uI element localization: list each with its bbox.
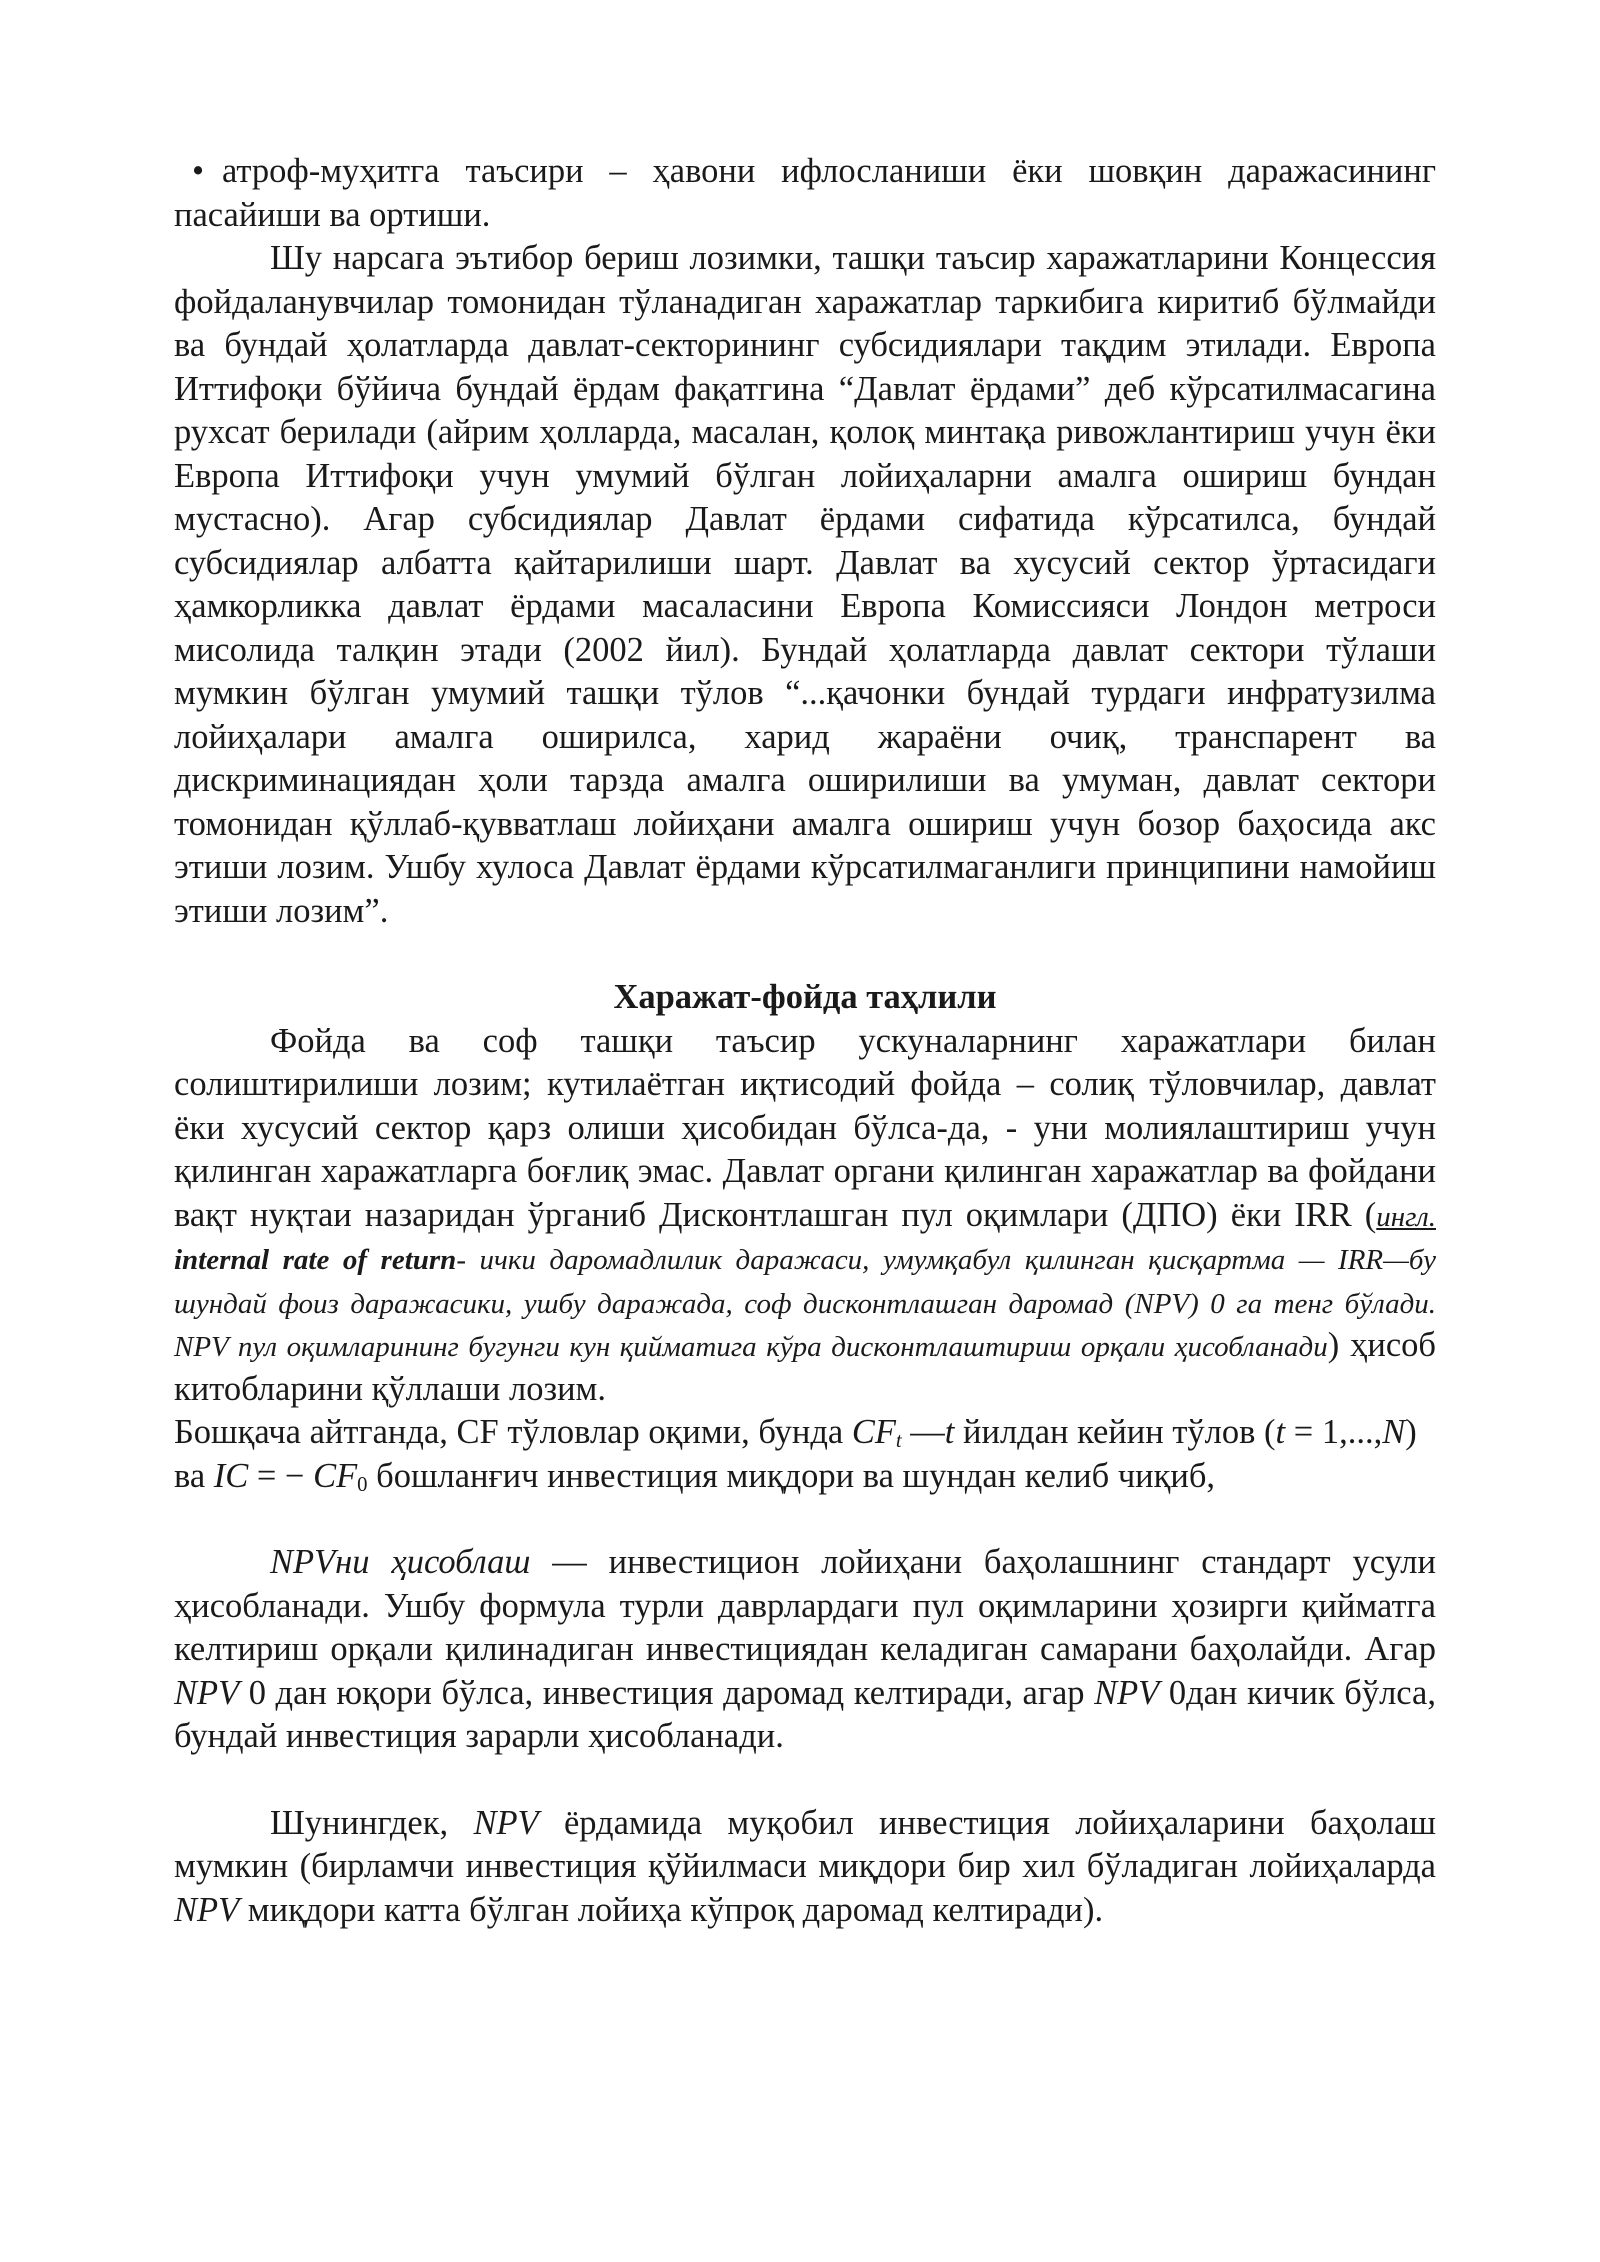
paragraph-gap xyxy=(174,1759,1436,1802)
cash-flow-text-b: — xyxy=(901,1413,945,1451)
paragraph-npv xyxy=(174,1541,1436,1759)
t-symbol-2: t xyxy=(1275,1413,1286,1451)
alternatives-text-a: Шунингдек, xyxy=(270,1803,474,1842)
cash-flow-text-d: = 1,..., xyxy=(1285,1413,1383,1451)
paragraph-state-aid: Шу нарсага эътибор бериш лозимки, ташқи таъсир харажатларини Концессия фойдаланувчилар томонидан тўланадиган харажатлар таркибига киритиб бўлмайди ва бундай ҳолатларда давлат-секторининг субсидиялари тақдим этилади. Европа Иттифоқи бўйича бундай ёрдам фақатгина “Давлат ёрдами” деб кўрсатилмасагина рухсат берилади (айрим ҳолларда, масалан, қолоқ минтақа ривожлантириш учун ёки Европа Иттифоқи учун умумий бўлган лойиҳаларни амалга ошириш бундан мустасно). Агар субсидиялар Давлат ёрдами сифатида кўрсатилса, бундай субсидиялар албатта қайтарилиши шарт. Давлат ва хусусий сектор ўртасидаги ҳамкорликка давлат ёрдами масаласини Европа Комиссияси Лондон метроси мисолида талқин этади (2002 йил). Бундай ҳолатларда давлат сектори тўлаши мумкин бўлган умумий ташқи тўлов “...қачонки бундай турдаги инфратузилма лойиҳалари амалга оширилса, харид жараёни очиқ, транспарент ва дискриминациядан ҳоли тарзда амалга оширилиши ва умуман, давлат сектори томонидан қўллаб-қувватлаш лойиҳани амалга ошириш учун бозор баҳосида акс этиши лозим. Ушбу хулоса Давлат ёрдами кўрсатилмаганлиги принципини намойиш этиши лозим”. xyxy=(174,239,1436,930)
bullet-item xyxy=(174,150,1436,237)
t-symbol: t xyxy=(944,1413,955,1451)
npv-term-2: NPV xyxy=(1094,1673,1160,1712)
npv-text-c: 0дан кичик бўлса, бундай инвестиция зарарли ҳисобланади. xyxy=(174,1673,1436,1755)
alternatives-npv-2: NPV xyxy=(174,1890,240,1929)
bullet-symbol: • xyxy=(191,152,205,190)
paragraph-cost-benefit xyxy=(174,1020,1436,1412)
cash-flow-text-c: йилдан кейин тўлов ( xyxy=(954,1413,1276,1451)
n-symbol: N xyxy=(1382,1413,1406,1451)
cf0-symbol: CF xyxy=(313,1456,358,1495)
paragraph-cash-flow xyxy=(174,1411,1436,1498)
cash-flow-text-g: бошланғич инвестиция миқдори ва шундан келиб чиқиб, xyxy=(367,1456,1216,1495)
ic-symbol: IC xyxy=(213,1456,249,1495)
npv-term-1: NPV xyxy=(174,1673,240,1712)
bullet-text: атроф-муҳитга таъсири – ҳавони ифлосланиши ёки шовқин даражасининг пасайиши ва ортиши. xyxy=(174,152,1436,234)
paragraph-alternatives xyxy=(174,1802,1436,1933)
cash-flow-text-a: Бошқача айтганда, CF тўловлар оқими, бунда xyxy=(174,1413,852,1451)
formula-gap xyxy=(174,1498,1436,1541)
paragraph-cost-benefit-tail: ҳисоб китобларини қўллаши лозим. xyxy=(174,1326,1436,1408)
irr-note-term: internal rate of return xyxy=(174,1244,457,1276)
cash-flow-text-e: ) ва xyxy=(174,1413,1417,1495)
cf-subscript: t xyxy=(895,1430,902,1452)
alternatives-npv-1: NPV xyxy=(473,1803,539,1842)
irr-note-tag: ингл. xyxy=(1376,1200,1436,1233)
npv-lead: NPVни ҳисоблаш xyxy=(270,1543,531,1581)
cash-flow-text-f: = − xyxy=(248,1456,314,1495)
section-heading: Харажат-фойда таҳлили xyxy=(613,978,997,1016)
irr-note-text: - ички даромадлилик даражаси, умумқабул қилинган қисқартма — IRR—бу шундай фоиз даражасики, ушбу даражада, соф дисконтлашган даромад (NPV) 0 га тенг бўлади. NPV пул оқимларининг бугунги кун қийматига кўра дисконтлаштириш орқали ҳисобланади xyxy=(174,1244,1436,1363)
npv-text-a: — инвестицион лойиҳани баҳолашнинг стандарт усули ҳисобланади. Ушбу формула турли даврлардаги пул оқимларини ҳозирги қийматга келтириш орқали қилинадиган инвестициядан келадиган самарани баҳолайди. Агар xyxy=(174,1543,1436,1668)
alternatives-text-b: ёрдамида муқобил инвестиция лойиҳаларини баҳолаш мумкин (бирламчи инвестиция қўйилмаси миқдори бир хил бўладиган лойиҳаларда xyxy=(174,1803,1436,1885)
alternatives-text-c: миқдори катта бўлган лойиҳа кўпроқ даромад келтиради). xyxy=(239,1890,1104,1929)
irr-note-close: ) xyxy=(1327,1326,1340,1364)
document-page xyxy=(174,150,1436,1932)
paragraph-cost-benefit-text: Фойда ва соф ташқи таъсир ускуналарнинг харажатлари билан солиштирилиши лозим; кутилаётган иқтисодий фойда – солиқ тўловчилар, давлат ёки хусусий сектор қарз олиши ҳисобидан бўлса-да, - уни молиялаштириш учун қилинган харажатларга боғлиқ эмас. Давлат органи қилинган харажатлар ва фойдани вақт нуқтаи назаридан ўрганиб Дисконтлашган пул оқимлари (ДПО) ёки IRR ( xyxy=(174,1021,1436,1234)
cf0-subscript: 0 xyxy=(357,1473,368,1496)
cf-symbol: CF xyxy=(851,1413,896,1451)
npv-text-b: 0 дан юқори бўлса, инвестиция даромад келтиради, агар xyxy=(239,1673,1095,1712)
